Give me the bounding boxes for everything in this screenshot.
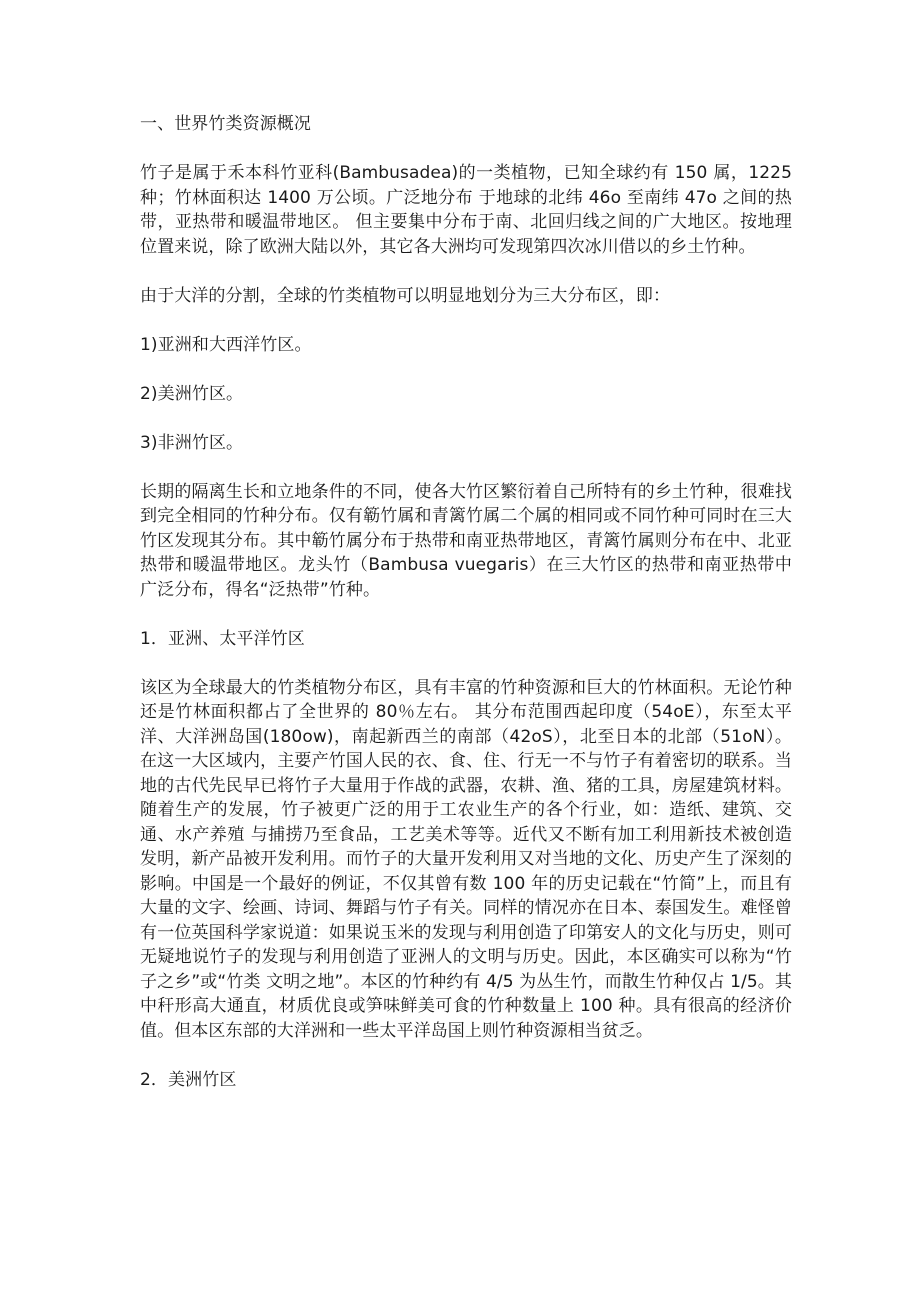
list-item-africa: 3)非洲竹区。 [140, 432, 244, 453]
section-heading-world-bamboo: 一、世界竹类资源概况 [140, 114, 311, 134]
paragraph-isolation: 长期的隔离生长和立地条件的不同，使各大竹区繁衍着自己所特有的乡土竹种，很难找到完全相同的竹种分布。仅有簕竹属和青篱竹属二个属的相同或不同竹种可同时在三大竹区发现其分布。其中簕竹属分布于热带和南亚热带地区，青篱竹属则分布在中、北亚热带和暖温带地区。龙头竹（Bambusa vuegaris）在三大竹区的热带和南亚热带中广泛分布，得名“泛热带”竹种。 [140, 481, 792, 600]
paragraph-three-regions-intro: 由于大洋的分割，全球的竹类植物可以明显地划分为三大分布区，即： [140, 285, 671, 306]
paragraph-bamboo-overview: 竹子是属于禾本科竹亚科(Bambusadea)的一类植物，已知全球约有 150 属，1225 种；竹林面积达 1400 万公顷。广泛地分布 于地球的北纬 46o 至南纬 47o 之间的热带，亚热带和暖温带地区。 但主要集中分布于南、北回归线之间的广大地区。按地理位置来说，除了欧洲大陆以外，其它各大洲均可发现第四次冰川借以的乡土竹种。 [140, 163, 792, 257]
paragraph-asia-pacific: 该区为全球最大的竹类植物分布区，具有丰富的竹种资源和巨大的竹林面积。无论竹种还是竹林面积都占了全世界的 80％左右。 其分布范围西起印度（54oE），东至太平洋、大洋洲岛国(180ow)，南起新西兰的南部（42oS），北至日本的北部（51oN）。在这一大区域内，主要产竹国人民的衣、食、住、行无一不与竹子有着密切的联系。当地的古代先民早已将竹子大量用于作战的武器，农耕、渔、猪的工具，房屋建筑材料。随着生产的发展，竹子被更广泛的用于工农业生产的各个行业，如：造纸、建筑、交通、水产养殖 与捕捞乃至食品，工艺美术等等。近代又不断有加工利用新技术被创造发明，新产品被开发利用。而竹子的大量开发利用又对当地的文化、历史产生了深刻的影响。中国是一个最好的例证，不仅其曾有数 100 年的历史记载在“竹简”上，而且有大量的文字、绘画、诗词、舞蹈与竹子有关。同样的情况亦在日本、泰国发生。难怪曾有一位英国科学家说道：如果说玉米的发现与利用创造了印第安人的文化与历史，则可无疑地说竹子的发现与利用创造了亚洲人的文明与历史。因此，本区确实可以称为“竹子之乡”或“竹类 文明之地”。本区的竹种约有 4/5 为丛生竹，而散生竹种仅占 1/5。其中秆形高大通直，材质优良或笋味鲜美可食的竹种数量上 100 种。具有很高的经济价值。但本区东部的大洋洲和一些太平洋岛国上则竹种资源相当贫乏。 [140, 677, 792, 1041]
document-body [140, 112, 792, 1117]
list-item-america: 2)美洲竹区。 [140, 383, 244, 404]
section-heading-america: 2．美洲竹区 [140, 1069, 237, 1090]
list-item-asia-atlantic: 1)亚洲和大西洋竹区。 [140, 334, 312, 355]
section-heading-asia-pacific: 1．亚洲、太平洋竹区 [140, 628, 305, 649]
